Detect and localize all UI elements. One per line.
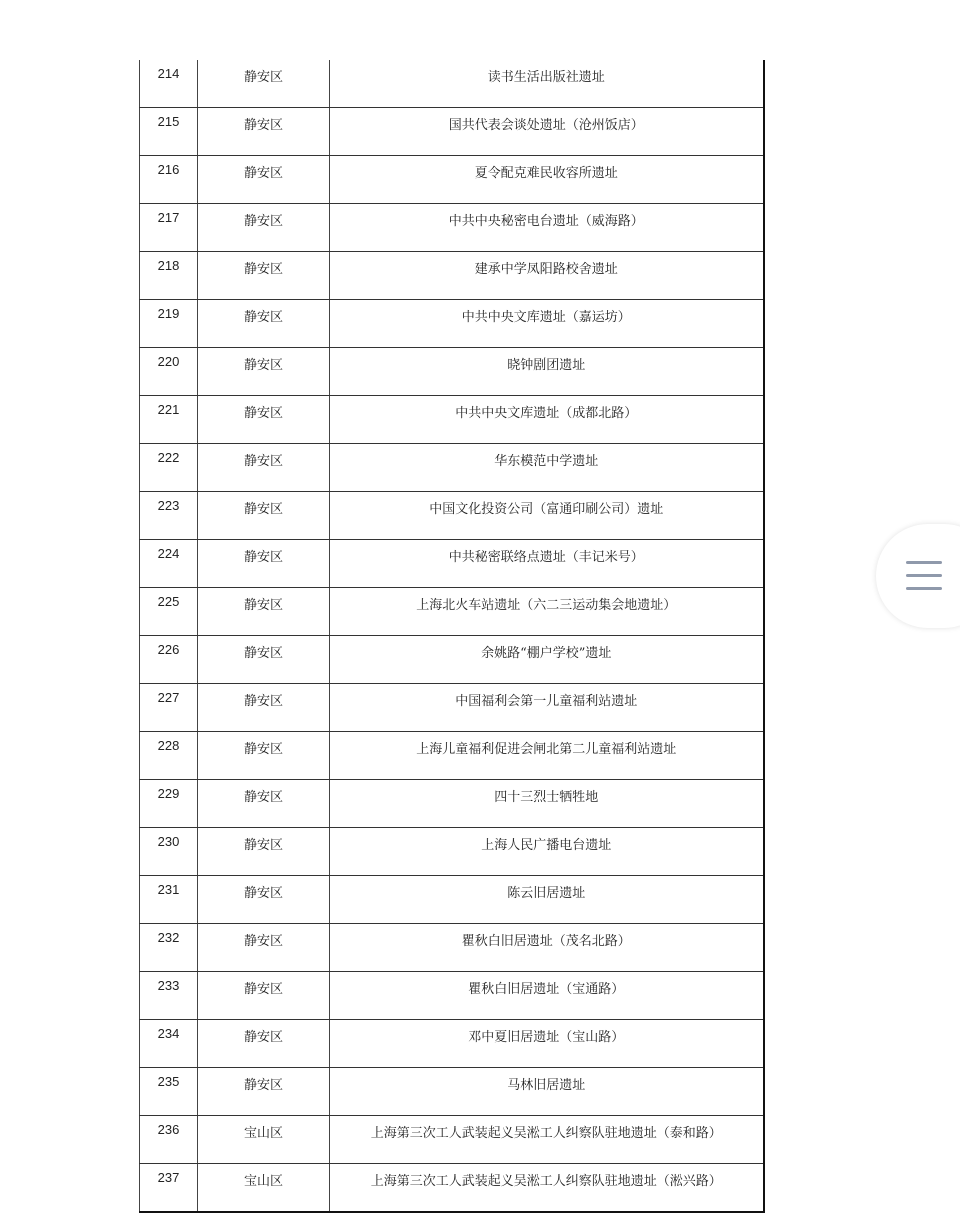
site-name-cell: 邓中夏旧居遗址（宝山路） — [330, 1020, 764, 1068]
row-number: 218 — [140, 252, 198, 300]
row-number: 235 — [140, 1068, 198, 1116]
district-cell: 静安区 — [198, 972, 330, 1020]
row-number: 219 — [140, 300, 198, 348]
row-number: 233 — [140, 972, 198, 1020]
district-cell: 静安区 — [198, 780, 330, 828]
district-cell: 静安区 — [198, 444, 330, 492]
district-cell: 静安区 — [198, 492, 330, 540]
table-row — [140, 1068, 764, 1116]
table-row — [140, 588, 764, 636]
row-number: 225 — [140, 588, 198, 636]
table-row — [140, 60, 764, 108]
row-number: 226 — [140, 636, 198, 684]
district-cell: 静安区 — [198, 396, 330, 444]
row-number: 224 — [140, 540, 198, 588]
table-row — [140, 876, 764, 924]
table-row — [140, 780, 764, 828]
table-row — [140, 924, 764, 972]
row-number: 222 — [140, 444, 198, 492]
site-name-cell: 国共代表会谈处遗址（沧州饭店） — [330, 108, 764, 156]
site-name-cell: 陈云旧居遗址 — [330, 876, 764, 924]
district-cell: 静安区 — [198, 60, 330, 108]
site-name-cell: 中共中央文库遗址（嘉运坊） — [330, 300, 764, 348]
table-row — [140, 828, 764, 876]
site-name-cell: 瞿秋白旧居遗址（茂名北路） — [330, 924, 764, 972]
site-name-cell: 上海第三次工人武装起义吴淞工人纠察队驻地遗址（泰和路） — [330, 1116, 764, 1164]
table-row — [140, 1164, 764, 1213]
district-cell: 静安区 — [198, 540, 330, 588]
site-name-cell: 晓钟剧团遗址 — [330, 348, 764, 396]
site-name-cell: 四十三烈士牺牲地 — [330, 780, 764, 828]
table-row — [140, 348, 764, 396]
row-number: 214 — [140, 60, 198, 108]
site-name-cell: 夏令配克难民收容所遗址 — [330, 156, 764, 204]
site-name-cell: 中国福利会第一儿童福利站遗址 — [330, 684, 764, 732]
district-cell: 宝山区 — [198, 1116, 330, 1164]
district-cell: 静安区 — [198, 684, 330, 732]
row-number: 230 — [140, 828, 198, 876]
row-number: 236 — [140, 1116, 198, 1164]
site-name-cell: 中共中央秘密电台遗址（威海路） — [330, 204, 764, 252]
site-name-cell: 中国文化投资公司（富通印刷公司）遗址 — [330, 492, 764, 540]
district-cell: 静安区 — [198, 636, 330, 684]
district-cell: 静安区 — [198, 1068, 330, 1116]
table-row — [140, 732, 764, 780]
table-row — [140, 156, 764, 204]
site-name-cell: 余姚路“棚户学校”遗址 — [330, 636, 764, 684]
table-row — [140, 636, 764, 684]
site-name-cell: 建承中学凤阳路校舍遗址 — [330, 252, 764, 300]
district-cell: 静安区 — [198, 924, 330, 972]
row-number: 220 — [140, 348, 198, 396]
menu-button[interactable] — [876, 524, 960, 628]
table-row — [140, 1020, 764, 1068]
district-cell: 静安区 — [198, 1020, 330, 1068]
district-cell: 静安区 — [198, 732, 330, 780]
row-number: 231 — [140, 876, 198, 924]
site-name-cell: 读书生活出版社遗址 — [330, 60, 764, 108]
table-row — [140, 972, 764, 1020]
menu-icon-bar — [906, 587, 942, 590]
district-cell: 静安区 — [198, 108, 330, 156]
row-number: 217 — [140, 204, 198, 252]
district-cell: 静安区 — [198, 876, 330, 924]
table-row — [140, 492, 764, 540]
district-cell: 静安区 — [198, 348, 330, 396]
table-row — [140, 444, 764, 492]
table-row — [140, 540, 764, 588]
district-cell: 静安区 — [198, 300, 330, 348]
heritage-sites-table — [139, 60, 765, 1213]
site-name-cell: 上海第三次工人武装起义吴淞工人纠察队驻地遗址（淞兴路） — [330, 1164, 764, 1213]
table-row — [140, 108, 764, 156]
table-row — [140, 396, 764, 444]
site-name-cell: 瞿秋白旧居遗址（宝通路） — [330, 972, 764, 1020]
menu-icon-bar — [906, 574, 942, 577]
site-name-cell: 华东模范中学遗址 — [330, 444, 764, 492]
table-row — [140, 204, 764, 252]
row-number: 223 — [140, 492, 198, 540]
row-number: 232 — [140, 924, 198, 972]
row-number: 228 — [140, 732, 198, 780]
table-row — [140, 300, 764, 348]
row-number: 229 — [140, 780, 198, 828]
site-name-cell: 上海儿童福利促进会闸北第二儿童福利站遗址 — [330, 732, 764, 780]
table-row — [140, 684, 764, 732]
table-row — [140, 252, 764, 300]
menu-icon-bar — [906, 561, 942, 564]
row-number: 216 — [140, 156, 198, 204]
site-name-cell: 马林旧居遗址 — [330, 1068, 764, 1116]
row-number: 215 — [140, 108, 198, 156]
district-cell: 宝山区 — [198, 1164, 330, 1213]
site-name-cell: 上海北火车站遗址（六二三运动集会地遗址） — [330, 588, 764, 636]
site-name-cell: 中共中央文库遗址（成都北路） — [330, 396, 764, 444]
district-cell: 静安区 — [198, 828, 330, 876]
district-cell: 静安区 — [198, 156, 330, 204]
district-cell: 静安区 — [198, 588, 330, 636]
row-number: 237 — [140, 1164, 198, 1213]
row-number: 227 — [140, 684, 198, 732]
row-number: 221 — [140, 396, 198, 444]
site-name-cell: 上海人民广播电台遗址 — [330, 828, 764, 876]
table-row — [140, 1116, 764, 1164]
row-number: 234 — [140, 1020, 198, 1068]
district-cell: 静安区 — [198, 204, 330, 252]
site-name-cell: 中共秘密联络点遗址（丰记米号） — [330, 540, 764, 588]
district-cell: 静安区 — [198, 252, 330, 300]
